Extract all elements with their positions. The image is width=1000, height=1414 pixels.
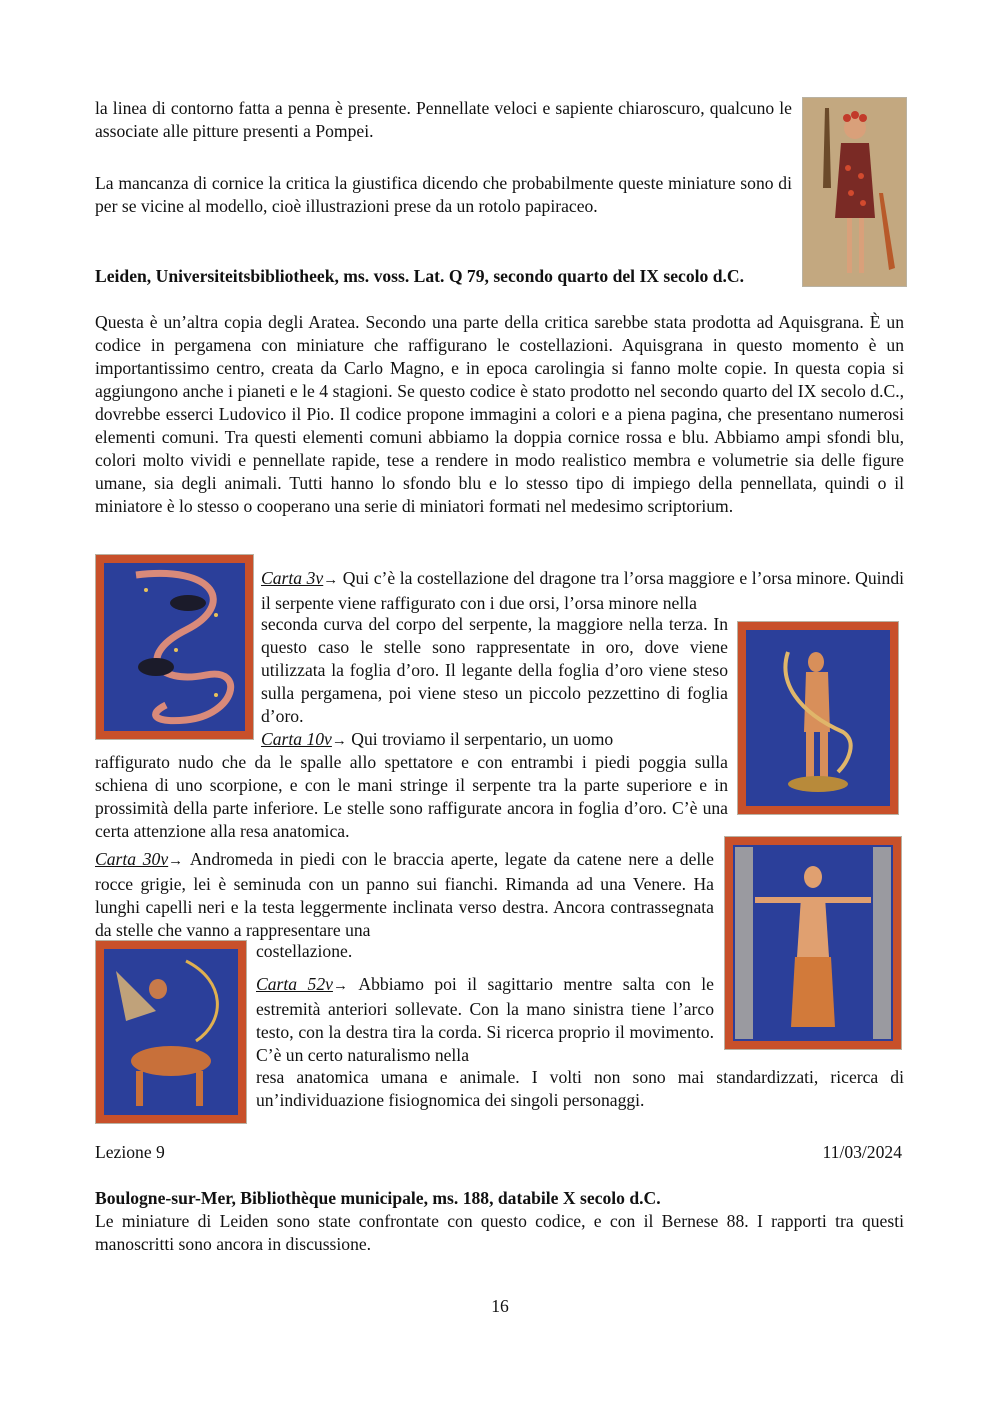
- paragraph-carta52v-cont: resa anatomica umana e animale. I volti non sono mai standardizzati, ricerca di un’individuazione fisiognomica dei singoli personaggi.: [256, 1067, 904, 1110]
- arrow-icon: →: [168, 853, 184, 869]
- figure-andromeda-image: [724, 836, 902, 1050]
- carta3v-text-a: Qui c’è la costellazione del dragone tra l’orsa maggiore e l’orsa minore. Quindi il serpente viene raffigurato con i due orsi, l’orsa minore nella: [261, 568, 905, 613]
- paragraph-carta30v-cont: costellazione.: [256, 941, 353, 961]
- paragraph-carta10v: [261, 728, 728, 753]
- figure-sagittarius-image: [95, 940, 247, 1124]
- paragraph-carta30v: [95, 848, 714, 942]
- lesson-label: Lezione 9: [95, 1142, 165, 1162]
- heading-boulogne: Boulogne-sur-Mer, Bibliothèque municipale, ms. 188, databile X secolo d.C.: [95, 1188, 661, 1208]
- heading-leiden: Leiden, Universiteitsbibliotheek, ms. voss. Lat. Q 79, secondo quarto del IX secolo d.C.: [95, 266, 745, 286]
- lesson-date: 11/03/2024: [822, 1142, 902, 1162]
- carta30v-text-a: Andromeda in piedi con le braccia aperte, legate da catene nere a delle rocce grigie, lei è seminuda con un panno sui fianchi. Rimanda ad una Venere. Ha lunghi capelli neri e la testa leggermente inclinata verso destra. Ancora contrassegnata da stelle che vanno a rappresentare una: [95, 849, 714, 940]
- paragraph-boulogne: Le miniature di Leiden sono state confrontate con questo codice, e con il Bernese 88. I rapporti tra questi manoscritti sono ancora in discussione.: [95, 1211, 904, 1254]
- link-carta-3v: Carta 3v: [261, 568, 324, 588]
- link-carta-10v: Carta 10v: [261, 729, 332, 749]
- figure-standing-warrior-image: [802, 97, 907, 287]
- figure-serpentarius-image: [737, 621, 899, 815]
- paragraph-frame: La mancanza di cornice la critica la giustifica dicendo che probabilmente queste miniature sono di per se vicine al modello, cioè illustrazioni prese da un rotolo papiraceo.: [95, 173, 792, 216]
- arrow-icon: →: [323, 572, 339, 588]
- paragraph-carta10v-cont: raffigurato nudo che da le spalle allo spettatore e con entrambi i piedi poggia sulla schiena di uno scorpione, e con le mani stringe il serpente tra la parte superiore e in prossimità della parte inferiore. Le stelle sono raffigurate ancora in foglia d’oro. C’è una certa attenzione alla resa anatomica.: [95, 752, 728, 841]
- link-carta-52v: Carta 52v: [256, 974, 333, 994]
- arrow-icon: →: [332, 978, 348, 994]
- link-carta-30v: Carta 30v: [95, 849, 169, 869]
- paragraph-intro: la linea di contorno fatta a penna è presente. Pennellate veloci e sapiente chiaroscuro, qualcuno le associate alle pitture presenti a Pompei.: [95, 98, 792, 141]
- arrow-icon: →: [331, 733, 347, 749]
- paragraph-carta3v: [261, 567, 904, 615]
- paragraph-leiden: Questa è un’altra copia degli Aratea. Secondo una parte della critica sarebbe stata prodotta ad Aquisgrana. È un codice in pergamena con miniature che raffigurano le costellazioni. Aquisgrana in questo momento è un importantissimo centro, creata da Carlo Magno, e in epoca carolingia si fanno molte copie. In questa copia si aggiungono anche i pianeti e le 4 stagioni. Se questo codice è stato prodotto nel secondo quarto del IX secolo d.C., dovrebbe esserci Ludovico il Pio. Il codice propone immagini a colori e a piena pagina, che presentano numerosi elementi comuni. Tra questi elementi comuni abbiamo la doppia cornice rossa e blu. Abbiamo ampi sfondi blu, colori molto vividi e pennellate rapide, tese a rendere in modo realistico membra e volumetrie sia delle figure umane, sia degli animali. Tutti hanno lo sfondo blu e lo stesso tipo di impiego della pennellata, quindi o il miniatore è lo stesso o cooperano una serie di miniatori formati nel medesimo scriptorium.: [95, 312, 904, 516]
- carta10v-text-a: Qui troviamo il serpentario, un uomo: [346, 729, 614, 749]
- carta52v-text-a: Abbiamo poi il sagittario mentre salta con le estremità anteriori sollevate. Con la mano sinistra tiene l’arco testo, con la destra tira la corda. Si ricerca proprio il movimento. C’è un certo naturalismo nella: [256, 974, 714, 1065]
- figure-dragon-image: [95, 554, 254, 740]
- paragraph-carta3v-cont: seconda curva del corpo del serpente, la maggiore nella terza. In questo caso le stelle sono rappresentate in oro, dove viene utilizzata la foglia d’oro. Il legante della foglia d’oro viene steso sulla pergamena, poi viene steso un piccolo pezzettino di foglia d’oro.: [261, 614, 728, 726]
- page-number: 16: [491, 1296, 509, 1316]
- paragraph-carta52v: [256, 973, 714, 1067]
